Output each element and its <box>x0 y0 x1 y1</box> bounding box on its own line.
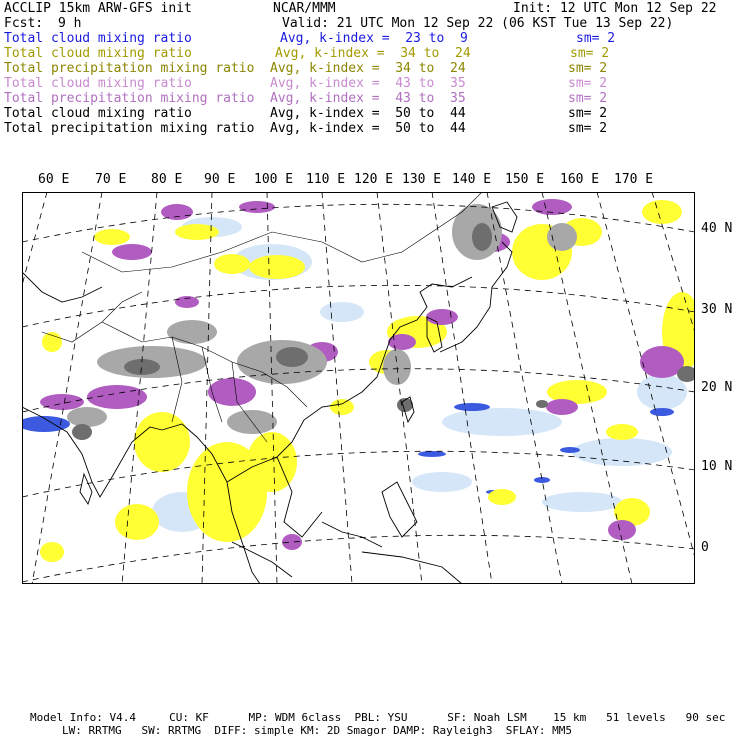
longitude-label: 120 E <box>354 172 394 187</box>
organization: NCAR/MMM <box>273 1 336 16</box>
field-name: Total cloud mixing ratio <box>4 31 192 46</box>
field-name: Total cloud mixing ratio <box>4 106 192 121</box>
longitude-label: 130 E <box>402 172 442 187</box>
latitude-label: 40 N <box>701 221 733 236</box>
field-name: Total cloud mixing ratio <box>4 46 192 61</box>
longitude-label: 60 E <box>38 172 70 187</box>
field-k-index-range: Avg, k-index = 50 to 44 <box>270 106 466 121</box>
latitude-label: 0 <box>701 540 709 555</box>
init-time: Init: 12 UTC Mon 12 Sep 22 <box>513 1 717 16</box>
longitude-label: 110 E <box>306 172 346 187</box>
latitude-label: 30 N <box>701 302 733 317</box>
longitude-label: 140 E <box>452 172 492 187</box>
field-k-index-range: Avg, k-index = 34 to 24 <box>270 61 466 76</box>
field-smoothing: sm= 2 <box>568 91 608 106</box>
field-name: Total precipitation mixing ratio <box>4 121 255 136</box>
field-k-index-range: Avg, k-index = 43 to 35 <box>270 91 466 106</box>
valid-time: Valid: 21 UTC Mon 12 Sep 22 (06 KST Tue 13 Sep 22) <box>282 16 674 31</box>
field-smoothing: sm= 2 <box>576 31 616 46</box>
longitude-label: 80 E <box>151 172 183 187</box>
field-smoothing: sm= 2 <box>568 121 608 136</box>
latitude-label: 10 N <box>701 459 733 474</box>
field-k-index-range: Avg, k-index = 50 to 44 <box>270 121 466 136</box>
field-name: Total precipitation mixing ratio <box>4 61 255 76</box>
field-k-index-range: Avg, k-index = 43 to 35 <box>270 76 466 91</box>
model-info-line2: LW: RRTMG SW: RRTMG DIFF: simple KM: 2D Smagor DAMP: Rayleigh3 SFLAY: MM5 <box>62 724 572 737</box>
field-name: Total precipitation mixing ratio <box>4 91 255 106</box>
field-smoothing: sm= 2 <box>568 106 608 121</box>
forecast-map <box>22 192 695 584</box>
longitude-label: 100 E <box>254 172 294 187</box>
field-smoothing: sm= 2 <box>570 46 610 61</box>
forecast-hour: 9 h <box>58 16 82 31</box>
field-smoothing: sm= 2 <box>568 61 608 76</box>
model-info-line1: Model Info: V4.4 CU: KF MP: WDM 6class PBL: YSU SF: Noah LSM 15 km 51 levels 90 sec <box>30 711 726 724</box>
longitude-label: 160 E <box>560 172 600 187</box>
longitude-label: 150 E <box>505 172 545 187</box>
longitude-label: 90 E <box>204 172 236 187</box>
longitude-label: 170 E <box>614 172 654 187</box>
field-name: Total cloud mixing ratio <box>4 76 192 91</box>
longitude-label: 70 E <box>95 172 127 187</box>
field-k-index-range: Avg, k-index = 34 to 24 <box>275 46 471 61</box>
latitude-label: 20 N <box>701 380 733 395</box>
field-smoothing: sm= 2 <box>568 76 608 91</box>
field-k-index-range: Avg, k-index = 23 to 9 <box>280 31 468 46</box>
model-title: ACCLIP 15km ARW-GFS init <box>4 1 192 16</box>
forecast-label: Fcst: <box>4 16 44 31</box>
